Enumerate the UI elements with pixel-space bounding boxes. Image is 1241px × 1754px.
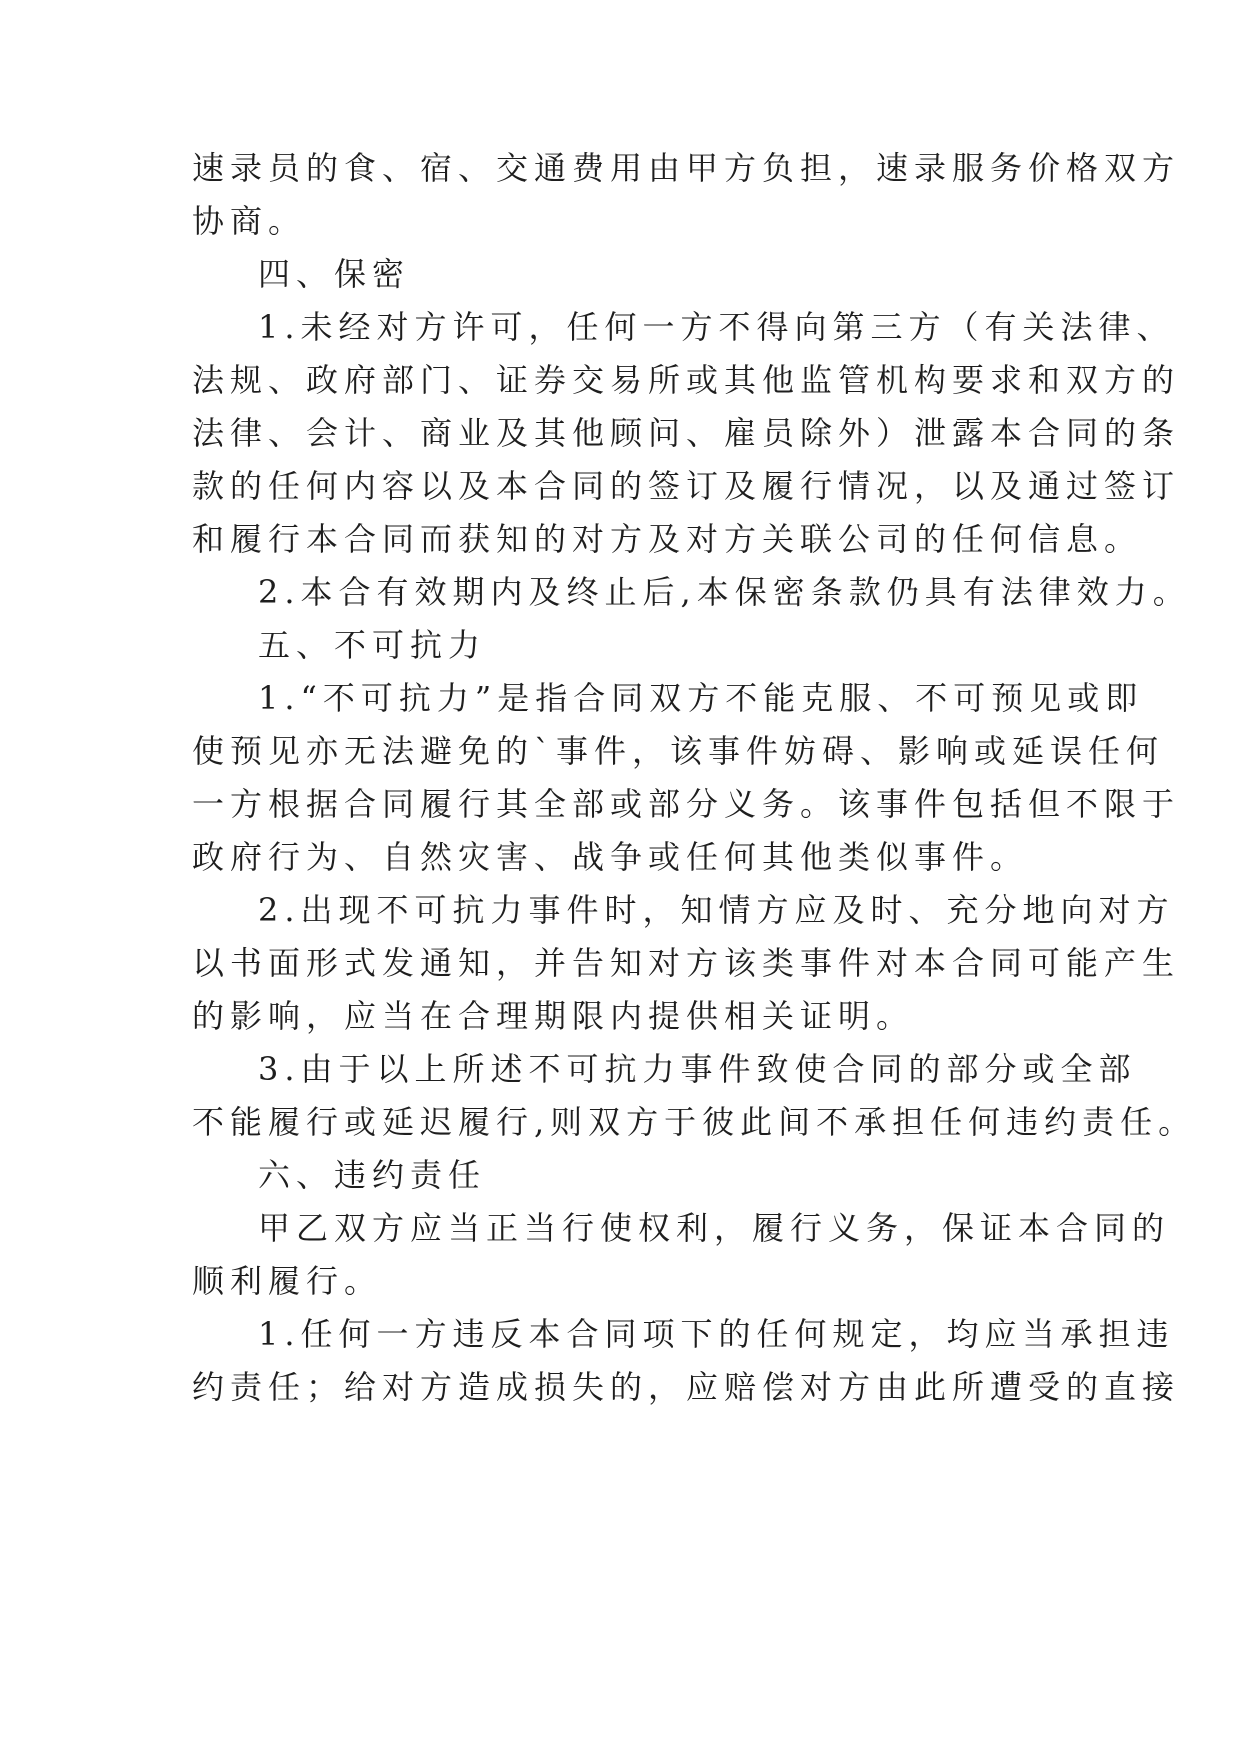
text-line: 法律、会计、商业及其他顾问、雇员除外）泄露本合同的条 <box>192 414 1181 452</box>
text-line: 2.本合有效期内及终止后,本保密条款仍具有法律效力。 <box>258 573 1191 611</box>
text-line: 1.任何一方违反本合同项下的任何规定，均应当承担违 <box>258 1315 1175 1353</box>
text-line: 使预见亦无法避免的`事件，该事件妨碍、影响或延误任何 <box>192 732 1165 770</box>
text-line: 款的任何内容以及本合同的签订及履行情况，以及通过签订 <box>192 467 1181 505</box>
text-line: 甲乙双方应当正当行使权利，履行义务，保证本合同的 <box>258 1209 1171 1247</box>
text-line: 政府行为、自然灾害、战争或任何其他类似事件。 <box>192 838 1029 876</box>
section-heading: 六、违约责任 <box>258 1156 487 1194</box>
section-heading: 五、不可抗力 <box>258 626 487 664</box>
text-line: 速录员的食、宿、交通费用由甲方负担，速录服务价格双方 <box>192 149 1181 187</box>
text-line: 约责任；给对方造成损失的，应赔偿对方由此所遭受的直接 <box>192 1368 1181 1406</box>
text-line: 顺利履行。 <box>192 1262 383 1300</box>
text-line: 1.“不可抗力”是指合同双方不能克服、不可预见或即 <box>258 679 1144 717</box>
text-line: 一方根据合同履行其全部或部分义务。该事件包括但不限于 <box>192 785 1181 823</box>
text-line: 2.出现不可抗力事件时，知情方应及时、充分地向对方 <box>258 891 1175 929</box>
text-line: 1.未经对方许可，任何一方不得向第三方（有关法律、 <box>258 308 1175 346</box>
section-heading: 四、保密 <box>258 255 411 293</box>
text-line: 的影响，应当在合理期限内提供相关证明。 <box>192 997 915 1035</box>
text-line: 3.由于以上所述不可抗力事件致使合同的部分或全部 <box>258 1050 1137 1088</box>
text-line: 和履行本合同而获知的对方及对方关联公司的任何信息。 <box>192 520 1143 558</box>
text-line: 不能履行或延迟履行,则双方于彼此间不承担任何违约责任。 <box>192 1103 1197 1141</box>
text-line: 以书面形式发通知，并告知对方该类事件对本合同可能产生 <box>192 944 1181 982</box>
text-line: 法规、政府部门、证券交易所或其他监管机构要求和双方的 <box>192 361 1181 399</box>
text-line: 协商。 <box>192 202 307 240</box>
